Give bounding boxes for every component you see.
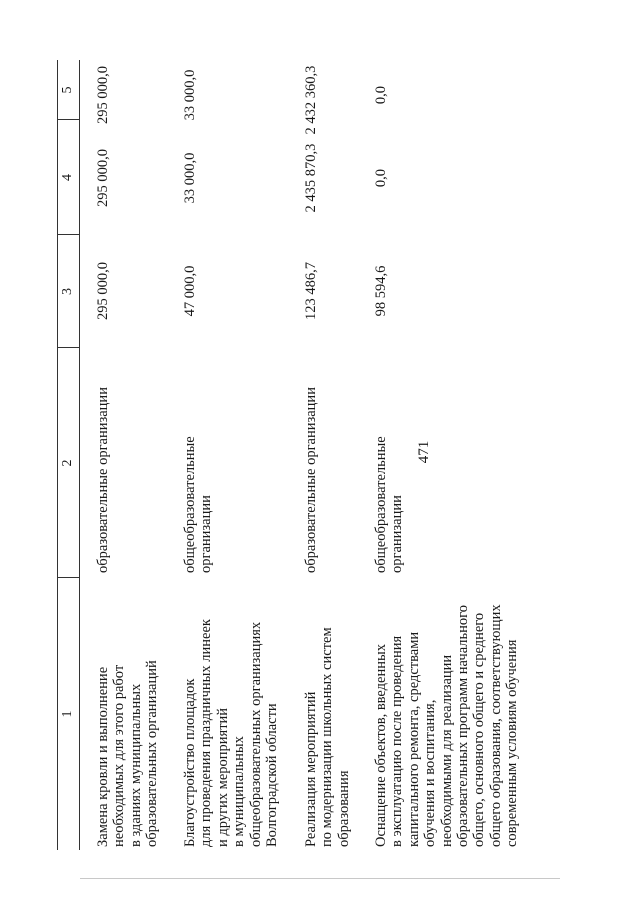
row-1-name-line-2: необходимых для этого работ (111, 664, 128, 847)
row-4-name-line-4: обучения и воспитания, (422, 699, 439, 847)
row-3-name-line-3: образования (335, 770, 352, 847)
table-row-1-recipient (95, 387, 111, 573)
row-1-col-4: 295 000,0 (95, 149, 111, 207)
row-4-name-line-5: необходимыми для реализации (438, 654, 455, 847)
row-2-recipient-line-2: организации (198, 495, 215, 573)
header-col-5: 5 (60, 86, 75, 94)
row-4-name-line-7: общего, основного общего и среднего (471, 612, 488, 847)
row-3-col-3: 123 486,7 (303, 262, 319, 320)
table-row-2-recipient (182, 436, 215, 573)
row-4-name-line-8: общего образования, соответствующих (487, 604, 504, 847)
row-4-name-line-9: современным условиям обучения (504, 639, 521, 847)
header-col-1: 1 (60, 710, 75, 718)
row-4-name-line-6: образовательных программ начального (455, 605, 472, 847)
row-1-recipient-line-1: образовательные организации (95, 387, 111, 573)
row-1-col-5: 295 000,0 (95, 66, 111, 124)
row-4-name-line-2: в эксплуатацию после проведения (389, 635, 406, 847)
row-3-recipient-line-1: образовательные организации (303, 387, 319, 573)
row-4-col-3: 98 594,6 (373, 265, 389, 317)
row-2-col-3: 47 000,0 (182, 265, 198, 317)
scan-artifact-line (80, 878, 560, 879)
row-1-name-line-4: образовательных организаций (144, 660, 161, 847)
row-2-name-line-3: и других мероприятий (214, 707, 231, 847)
row-4-col-4: 0,0 (373, 168, 389, 188)
row-2-name-line-5: общеобразовательных организациях (247, 621, 264, 847)
row-4-name-line-1: Оснащение объектов, введенных (373, 643, 389, 847)
row-4-recipient-line-2: организации (389, 495, 406, 573)
row-3-name-line-2: по модернизации школьных систем (319, 627, 336, 847)
header-col-2: 2 (60, 459, 75, 467)
table-row-2-name (182, 619, 280, 847)
row-2-name-line-1: Благоустройство площадок (182, 678, 198, 847)
table-row-4-recipient (373, 436, 406, 573)
row-1-name-line-1: Замена кровли и выполнение (95, 666, 111, 847)
row-3-name-line-1: Реализация мероприятий (303, 691, 319, 847)
row-1-name-line-3: в зданиях муниципальных (127, 683, 144, 847)
row-2-col-4: 33 000,0 (182, 152, 198, 204)
row-3-col-5: 2 432 360,3 (303, 65, 319, 135)
row-2-name-line-4: в муниципальных (231, 736, 248, 847)
table-row-4-name (373, 604, 521, 847)
header-bottom-rule (79, 60, 80, 850)
header-col-4: 4 (60, 174, 75, 181)
row-2-name-line-2: для проведения праздничных линеек (198, 619, 215, 847)
table-body (57, 60, 617, 850)
row-2-col-5: 33 000,0 (182, 69, 198, 121)
row-2-name-line-6: Волгоградской области (264, 703, 281, 847)
row-2-recipient-line-1: общеобразовательные (182, 436, 198, 573)
header-col-3: 3 (60, 288, 75, 295)
row-4-name-line-3: капитального ремонта, средствами (405, 631, 422, 847)
table-row-3-recipient (303, 387, 319, 573)
table-row-3-name (303, 627, 352, 847)
row-4-col-5: 0,0 (373, 85, 389, 105)
table-row-1-name (95, 660, 161, 847)
budget-table (57, 60, 617, 850)
page-number: 471 (416, 440, 432, 464)
row-3-col-4: 2 435 870,3 (303, 143, 319, 213)
row-1-col-3: 295 000,0 (95, 262, 111, 320)
row-4-recipient-line-1: общеобразовательные (373, 436, 389, 573)
